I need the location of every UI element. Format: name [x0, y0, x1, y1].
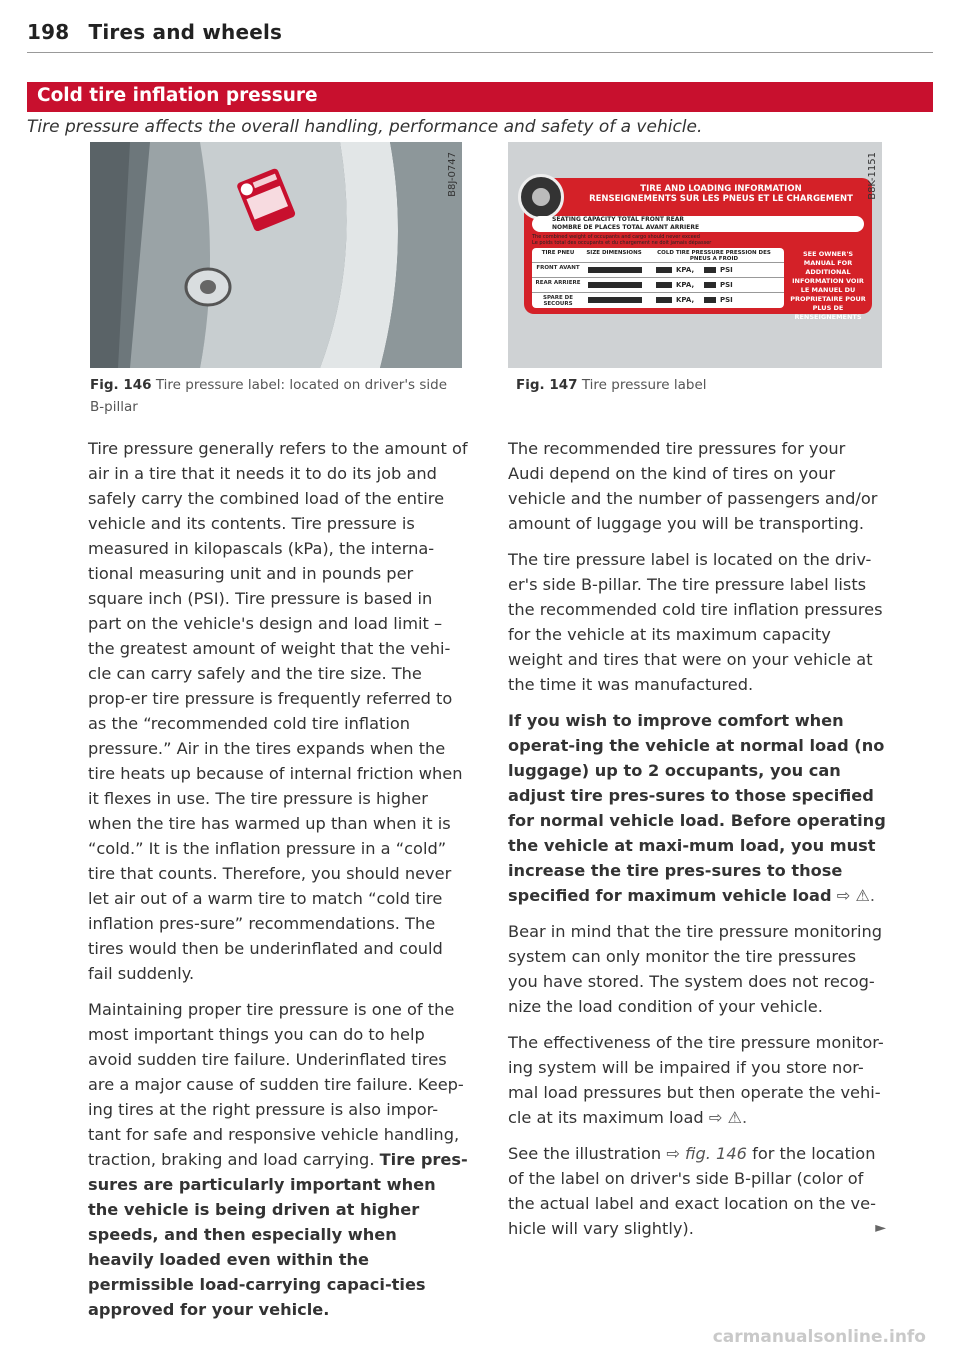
- unit-psi: PSI: [720, 266, 733, 274]
- figure-caption-text: Tire pressure label: located on driver's side B-pillar: [90, 377, 448, 415]
- figure-label: Fig. 147: [516, 377, 578, 393]
- continue-arrow-icon: ►: [875, 1220, 886, 1236]
- label-title-fr: RENSEIGNEMENTS SUR LES PNEUS ET LE CHARGEMENT: [589, 194, 853, 204]
- paragraph-text: Maintaining proper tire pressure is one of the most important things you can do to help avoid sudden tire failure. Underinflated tires are a major cause of sudden tire failure. Keep-ing tires at the right pressure is also impor-tant for safe and responsive vehicle handling, traction, braking and load carrying.: [88, 1000, 464, 1169]
- section-title: Tires and wheels: [88, 20, 283, 44]
- tire-info-label: [524, 178, 872, 321]
- figure-146-caption: [90, 374, 462, 418]
- page-header: [27, 20, 282, 44]
- paragraph-text: for the location of the label on driver's side B-pillar (color of the actual label and exact location on the ve-hicle will vary slightly).: [508, 1144, 876, 1238]
- label-title: [576, 184, 866, 204]
- unit-psi: PSI: [720, 281, 733, 289]
- header-divider: [27, 52, 933, 53]
- unit-psi: PSI: [720, 296, 733, 304]
- kpa-bar: [656, 267, 672, 273]
- paragraph-bold-text: Tire pres-sures are particularly important when the vehicle is being driven at higher speeds, and then especially when heavily loaded even within the permissible load-carrying capaci-ties approved for your vehicle.: [88, 1150, 468, 1319]
- paragraph: [88, 997, 468, 1322]
- paragraph: The tire pressure label is located on the driv-er's side B-pillar. The tire pressure label lists the recommended cold tire inflation pressures for the vehicle at its maximum capacity weight and tires that were on your vehicle at the time it was manufactured.: [508, 550, 883, 694]
- row-label: REAR ARRIERE: [535, 280, 581, 286]
- seating-row: [532, 216, 864, 232]
- table-row: [532, 292, 784, 307]
- row-label: FRONT AVANT: [536, 265, 580, 271]
- pressure-table: [532, 248, 784, 308]
- section-banner: [27, 82, 933, 112]
- row-label: SPARE DE SECOURS: [543, 295, 573, 307]
- weight-note: [532, 234, 832, 246]
- figure-code: B8K-1151: [867, 152, 878, 200]
- size-bar: [588, 297, 642, 303]
- owners-manual-note: SEE OWNER'S MANUAL FOR ADDITIONAL INFORMATION VOIR LE MANUEL DU PROPRIETAIRE POUR PLUS DE RENSEIGNEMENTS: [790, 250, 866, 321]
- section-subtitle: Tire pressure affects the overall handling, performance and safety of a vehicle.: [27, 117, 703, 137]
- weight-text-fr: Le poids total des occupants et du chargement ne doit jamais dépasser: [532, 240, 712, 246]
- table-row: [532, 277, 784, 292]
- paragraph: Bear in mind that the tire pressure monitoring system can only monitor the tire pressures you have stored. The system does not recog-nize the load condition of your vehicle.: [508, 922, 883, 1016]
- unit-kpa: KPA,: [676, 266, 695, 274]
- figure-146-image: [90, 142, 462, 368]
- paragraph-text: The effectiveness of the tire pressure monitor-ing system will be impaired if you store nor-mal load pressures but then operate the vehi-cle at its maximum load: [508, 1033, 884, 1127]
- banner-title: Cold tire inflation pressure: [37, 85, 318, 106]
- paragraph: [508, 1141, 886, 1241]
- psi-bar: [704, 267, 716, 273]
- paragraph: Tire pressure generally refers to the amount of air in a tire that it needs it to do its job and safely carry the combined load of the entire vehicle and its contents. Tire pressure is measured in kilopascals (kPa), the interna-tional measuring unit and in pounds per square inch (PSI). Tire pressure is based in part on the vehicle's design and load limit – the greatest amount of weight that the vehi-cle can carry safely and the tire size. The prop-er tire pressure is frequently referred to as the “recommended cold tire inflation pressure.” Air in the tires expands when the tire heats up because of internal friction when it flexes in use. The tire pressure is higher when the tire has warmed up than when it is “cold.” It is the inflation pressure in a “cold” tire that counts. Therefore, you should never let air out of a warm tire to match “cold tire inflation pres-sure” recommendations. The tires would then be underinflated and could fail suddenly.: [88, 439, 468, 983]
- warning-reference-link[interactable]: ⇨ ⚠.: [708, 1108, 748, 1127]
- weight-text-en: The combined weight of occupants and cargo should never exceed: [532, 234, 700, 240]
- paragraph: The recommended tire pressures for your Audi depend on the kind of tires on your vehicle and the number of passengers and/or amount of luggage you will be transporting.: [508, 439, 878, 533]
- col-size: SIZE DIMENSIONS: [586, 250, 642, 256]
- page-number: 198: [27, 20, 70, 44]
- figure-code: B8J-0747: [447, 152, 458, 197]
- seating-fr: NOMBRE DE PLACES TOTAL AVANT ARRIERE: [552, 224, 700, 231]
- psi-bar: [704, 282, 716, 288]
- kpa-bar: [656, 297, 672, 303]
- watermark: carmanualsonline.info: [712, 1327, 926, 1347]
- figure-reference-link[interactable]: ⇨ fig. 146: [666, 1144, 747, 1163]
- size-bar: [588, 267, 642, 273]
- warning-reference-link[interactable]: ⇨ ⚠.: [836, 886, 876, 905]
- paragraph: [508, 708, 886, 908]
- door-pillar-illustration: [90, 142, 462, 368]
- figure-label: Fig. 146: [90, 377, 152, 393]
- figure-caption-text: Tire pressure label: [581, 377, 707, 393]
- paragraph-bold-text: If you wish to improve comfort when operat-ing the vehicle at normal load (no luggage) up to 2 occupants, you can adjust tire pres-sures to those specified for normal vehicle load. Before operating the vehicle at maxi-mum load, you must increase the tire pres-sures to those specified for maximum vehicle load: [508, 711, 886, 905]
- col-pressure: COLD TIRE PRESSURE PRESSION DES PNEUS A FROID: [657, 250, 771, 262]
- seating-en: SEATING CAPACITY TOTAL FRONT REAR: [552, 216, 685, 223]
- figure-147-image: [508, 142, 882, 368]
- right-column: [508, 436, 886, 1252]
- left-column: [88, 436, 468, 1333]
- unit-kpa: KPA,: [676, 296, 695, 304]
- table-row: [532, 262, 784, 277]
- size-bar: [588, 282, 642, 288]
- unit-kpa: KPA,: [676, 281, 695, 289]
- figure-147-caption: [516, 374, 882, 396]
- paragraph-text: See the illustration: [508, 1144, 662, 1163]
- label-title-en: TIRE AND LOADING INFORMATION: [640, 184, 802, 194]
- kpa-bar: [656, 282, 672, 288]
- paragraph: [508, 1030, 886, 1130]
- psi-bar: [704, 297, 716, 303]
- col-tire: TIRE PNEU: [541, 250, 575, 256]
- tire-icon: [518, 174, 564, 220]
